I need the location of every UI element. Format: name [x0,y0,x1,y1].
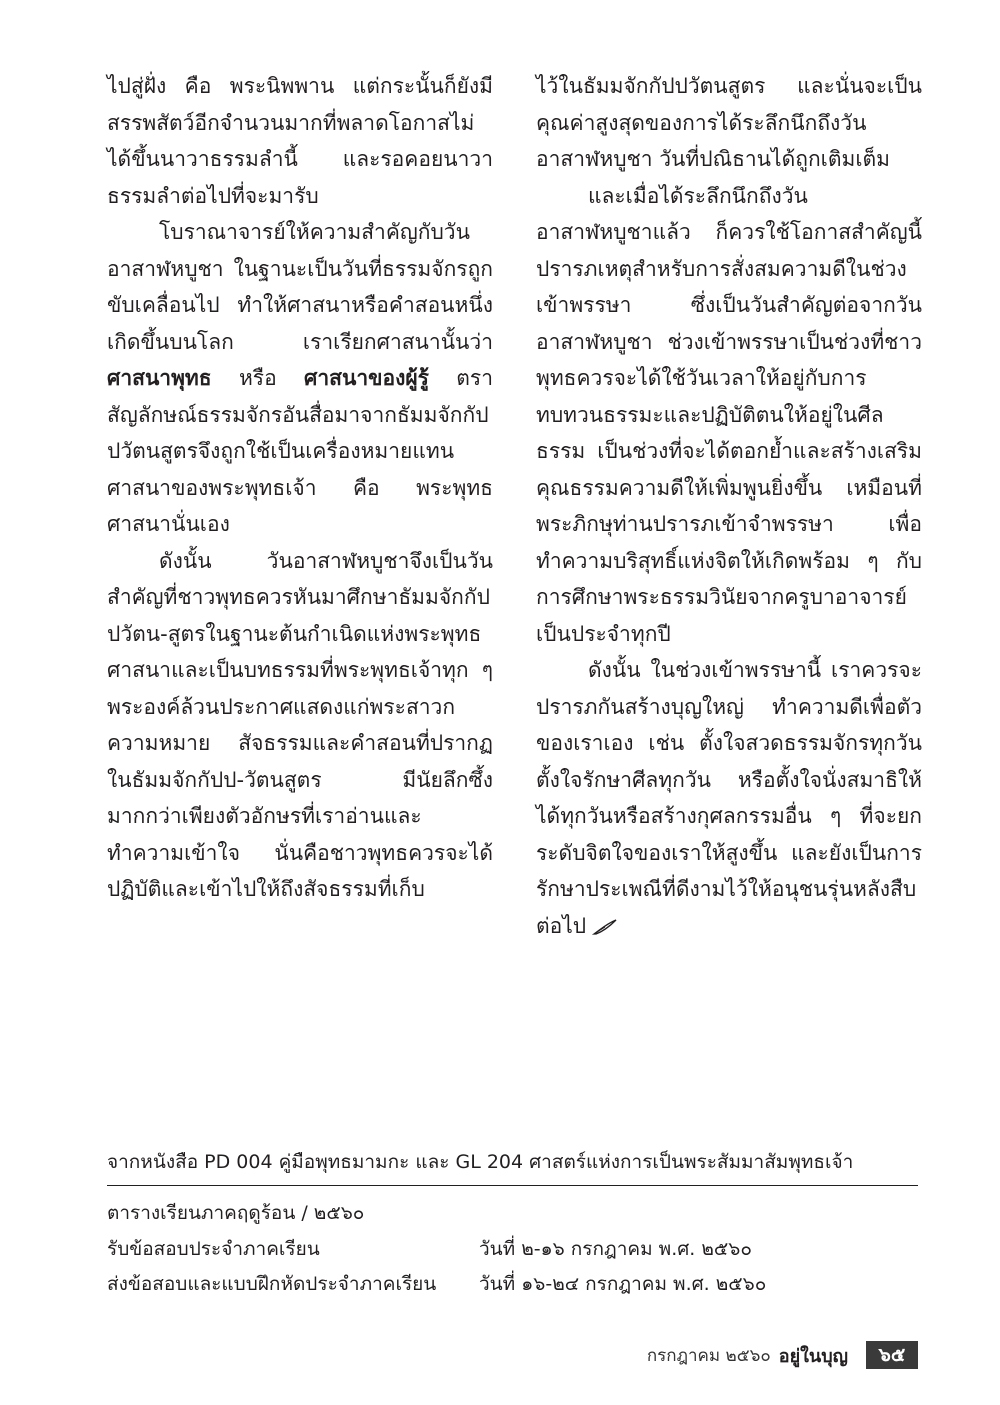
paragraph-text: ไปสู่ฝั่ง คือ พระนิพพาน แต่กระนั้นก็ยังมีสรรพสัตว์อีกจำนวนมากที่พลาดโอกาสไม่ได้ขึ้นนาวาธรรมลำนี้ และรอคอยนาวาธรรมลำต่อไปที่จะมารับ [107,74,493,208]
schedule-label: ส่งข้อสอบและแบบฝึกหัดประจำภาคเรียน [107,1273,437,1295]
quill-end-mark-icon [592,918,618,936]
paragraph-text: ดังนั้น วันอาสาฬหบูชาจึงเป็นวันสำคัญที่ชาวพุทธควรหันมาศึกษาธัมมจักกัปปวัตน-สูตรในฐานะต้นกำเนิดแห่งพระพุทธศาสนาและเป็นบทธรรมที่พระพุทธเจ้าทุก ๆ พระองค์ล้วนประกาศแสดงแก่พระสาวก ความหมาย สัจธรรมและคำสอนที่ปรากฏในธัมมจักกัปป-วัตนสูตร มีนัยลึกซึ้งมากกว่าเพียงตัวอักษรที่เราอ่านและทำความเข้าใจ นั่นคือชาวพุทธควรจะได้ปฏิบัติและเข้าไปให้ถึงสัจธรรมที่เก็บ [107,548,493,901]
page-footer [647,1340,918,1370]
article-paragraph [107,543,493,908]
paragraph-text: และเมื่อได้ระลึกนึกถึงวันอาสาฬหบูชาแล้ว ก็ควรใช้โอกาสสำคัญนี้ ปรารภเหตุสำหรับการสั่งสมความดีในช่วงเข้าพรรษา ซึ่งเป็นวันสำคัญต่อจากวันอาสาฬหบูชา ช่วงเข้าพรรษาเป็นช่วงที่ชาวพุทธควรจะได้ใช้วันเวลาให้อยู่กับการทบทวนธรรมะและปฏิบัติตนให้อยู่ในศีลธรรม เป็นช่วงที่จะได้ตอกย้ำและสร้างเสริมคุณธรรมความดีให้เพิ่มพูนยิ่งขึ้น เหมือนที่พระภิกษุท่านปรารภเข้าจำพรรษา เพื่อทำความบริสุทธิ์แห่งจิตให้เกิดพร้อม ๆ กับการศึกษาพระธรรมวินัยจากครูบาอาจารย์เป็นประจำทุกปี [536,183,922,646]
article-paragraph [536,68,922,178]
exam-schedule [107,1196,766,1303]
divider [107,1185,918,1186]
article-paragraph [536,178,922,653]
article-paragraph [536,652,922,944]
emphasized-text: ศาสนาพุทธ [107,366,212,390]
source-note: จากหนังสือ PD 004 คู่มือพุทธมามกะ และ GL 204 ศาสตร์แห่งการเป็นพระสัมมาสัมพุทธเจ้า [107,1151,854,1173]
article-paragraph [107,214,493,543]
schedule-row [107,1267,766,1303]
paragraph-text: หรือ [211,366,305,390]
schedule-title: ตารางเรียนภาคฤดูร้อน / ๒๕๖๐ [107,1202,365,1224]
article-left-column [107,68,493,908]
schedule-date: วันที่ ๑๖-๒๔ กรกฎาคม พ.ศ. ๒๕๖๐ [479,1273,767,1295]
page-number: ๖๕ [866,1341,918,1369]
paragraph-text: โบราณาจารย์ให้ความสำคัญกับวันอาสาฬหบูชา ในฐานะเป็นวันที่ธรรมจักรถูกขับเคลื่อนไป ทำให้ศาสนาหรือคำสอนหนึ่งเกิดขึ้นบนโลก เราเรียกศาสนานั้นว่า [107,220,493,354]
paragraph-text: ไว้ในธัมมจักกัปปวัตนสูตร และนั่นจะเป็นคุณค่าสูงสุดของการได้ระลึกนึกถึงวันอาสาฬหบูชา วันที่ปณิธานได้ถูกเติมเต็ม [536,74,922,171]
magazine-name: อยู่ในบุญ [778,1345,848,1367]
emphasized-text: ศาสนาของผู้รู้ [304,366,429,390]
paragraph-text: ตราสัญลักษณ์ธรรมจักรอันสื่อมาจากธัมมจักกัปปวัตนสูตรจึงถูกใช้เป็นเครื่องหมายแทนศาสนาของพระพุทธเจ้า คือ พระพุทธศาสนานั่นเอง [107,366,493,536]
article-paragraph [107,68,493,214]
paragraph-text: ดังนั้น ในช่วงเข้าพรรษานี้ เราควรจะปรารภกันสร้างบุญใหญ่ ทำความดีเพื่อตัวของเราเอง เช่น ตั้งใจสวดธรรมจักรทุกวัน ตั้งใจรักษาศีลทุกวัน หรือตั้งใจนั่งสมาธิให้ได้ทุกวันหรือสร้างกุศลกรรมอื่น ๆ ที่จะยกระดับจิตใจของเราให้สูงขึ้น และยังเป็นการรักษาประเพณีที่ดีงามไว้ให้อนุชนรุ่นหลังสืบต่อไป [536,658,922,938]
schedule-row [107,1232,766,1268]
schedule-label: รับข้อสอบประจำภาคเรียน [107,1237,320,1260]
issue-date: กรกฎาคม ๒๕๖๐ [646,1345,771,1366]
schedule-date: วันที่ ๒-๑๖ กรกฎาคม พ.ศ. ๒๕๖๐ [479,1237,752,1260]
article-right-column [536,68,922,944]
